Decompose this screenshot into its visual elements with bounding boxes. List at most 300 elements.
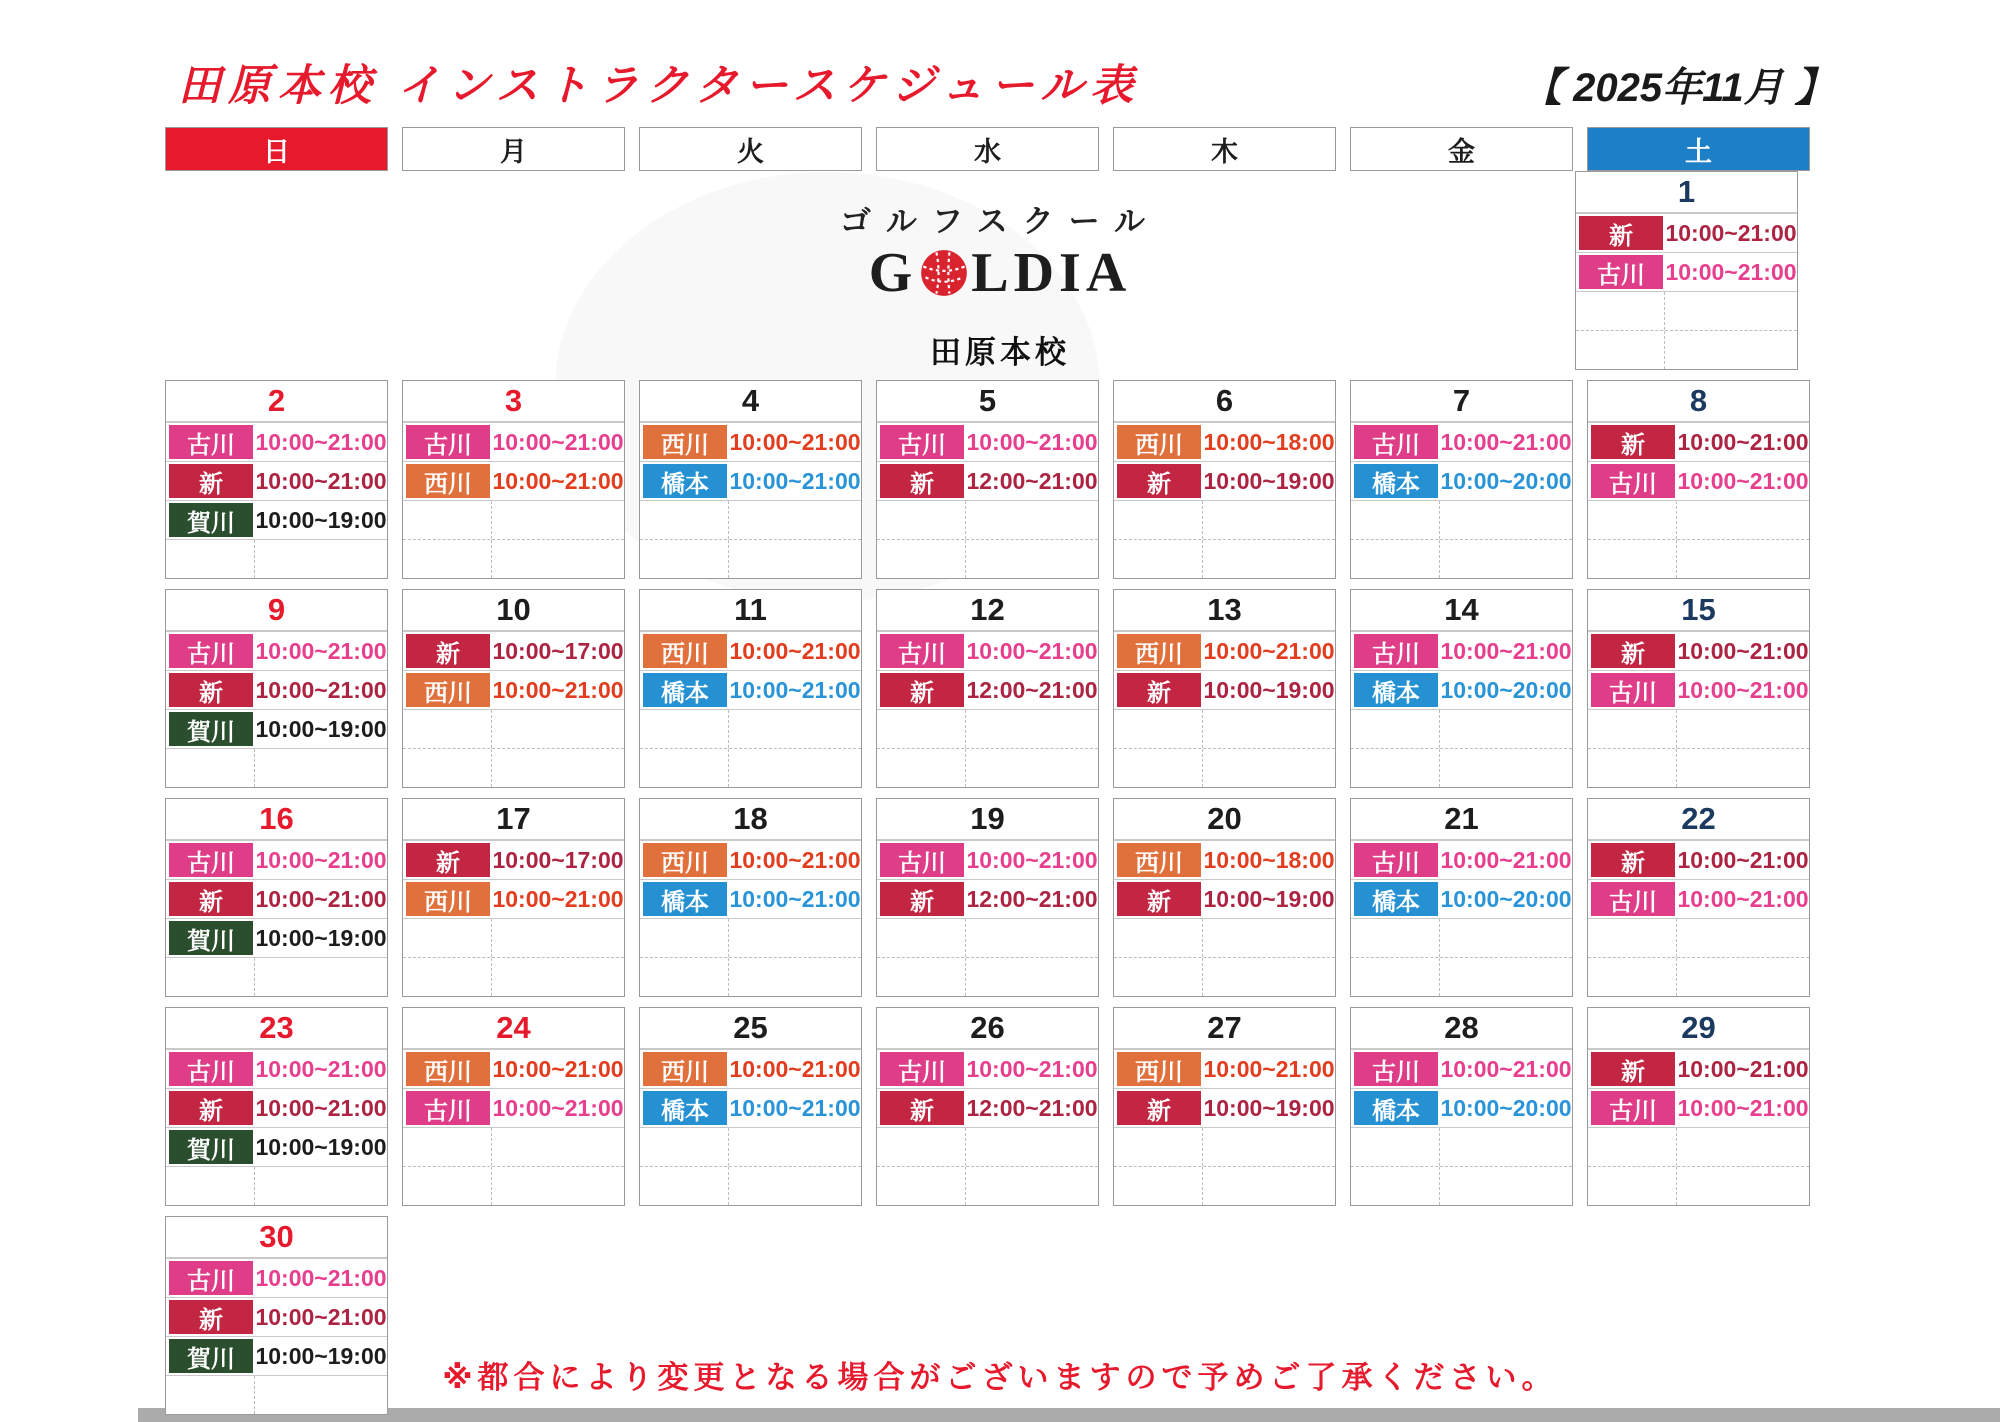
instructor-badge-furukawa: 古川 xyxy=(1579,255,1663,289)
empty-slot-divider xyxy=(965,710,966,748)
time-range: 10:00~21:00 xyxy=(729,428,861,455)
day-cell-27 xyxy=(1113,1007,1336,1206)
instructor-badge-furukawa: 古川 xyxy=(169,634,253,668)
day-number: 14 xyxy=(1351,590,1572,631)
instructor-badge-hashimoto: 橋本 xyxy=(1354,464,1438,498)
day-number: 15 xyxy=(1588,590,1809,631)
time-range: 10:00~21:00 xyxy=(255,467,387,494)
schedule-slot xyxy=(166,1258,387,1297)
empty-slot-divider xyxy=(965,958,966,996)
empty-slot-divider xyxy=(1439,540,1440,578)
time-range: 10:00~20:00 xyxy=(1440,467,1572,494)
empty-slot-divider xyxy=(491,919,492,957)
instructor-badge-kagawa: 賀川 xyxy=(169,921,253,955)
time-range: 10:00~21:00 xyxy=(1665,258,1797,285)
empty-day-space xyxy=(635,171,856,370)
instructor-badge-furukawa: 古川 xyxy=(880,843,964,877)
schedule-slot xyxy=(877,422,1098,461)
time-range: 10:00~19:00 xyxy=(255,1133,387,1160)
empty-slot-divider xyxy=(1664,292,1665,330)
schedule-slot xyxy=(166,840,387,879)
empty-day-space xyxy=(1577,1216,1798,1415)
weekday-header-row xyxy=(165,127,1810,171)
day-cell-19 xyxy=(876,798,1099,997)
schedule-slot xyxy=(1114,631,1335,670)
instructor-badge-kagawa: 賀川 xyxy=(169,503,253,537)
empty-slot-divider xyxy=(728,958,729,996)
empty-slot-divider xyxy=(491,540,492,578)
schedule-slot xyxy=(640,631,861,670)
day-cell-24 xyxy=(402,1007,625,1206)
time-range: 10:00~21:00 xyxy=(255,846,387,873)
schedule-slot xyxy=(1351,670,1572,709)
weekday-header-0: 日 xyxy=(165,127,388,171)
instructor-badge-furukawa: 古川 xyxy=(880,425,964,459)
schedule-slot xyxy=(1114,709,1335,748)
calendar-week-row xyxy=(165,798,1810,997)
instructor-badge-furukawa: 古川 xyxy=(1354,1052,1438,1086)
day-number: 24 xyxy=(403,1008,624,1049)
empty-slot-divider xyxy=(965,501,966,539)
schedule-slot xyxy=(1588,748,1809,787)
schedule-slot xyxy=(1351,957,1572,996)
day-cell-28 xyxy=(1350,1007,1573,1206)
time-range: 10:00~21:00 xyxy=(255,428,387,455)
schedule-slot xyxy=(877,1088,1098,1127)
time-range: 10:00~19:00 xyxy=(255,506,387,533)
empty-slot-divider xyxy=(1202,919,1203,957)
empty-day-space xyxy=(402,1216,623,1415)
instructor-badge-furukawa: 古川 xyxy=(1354,843,1438,877)
schedule-slot xyxy=(640,461,861,500)
empty-slot-divider xyxy=(965,540,966,578)
day-cell-13 xyxy=(1113,589,1336,788)
schedule-slot xyxy=(166,670,387,709)
instructor-badge-shin: 新 xyxy=(406,634,490,668)
schedule-slot xyxy=(166,1088,387,1127)
schedule-slot xyxy=(1114,1127,1335,1166)
time-range: 10:00~21:00 xyxy=(966,846,1098,873)
empty-slot-divider xyxy=(1676,958,1677,996)
instructor-badge-shin: 新 xyxy=(880,464,964,498)
time-range: 10:00~21:00 xyxy=(966,1055,1098,1082)
empty-slot-divider xyxy=(491,501,492,539)
schedule-slot xyxy=(1351,500,1572,539)
calendar-week-row xyxy=(165,589,1810,788)
weekday-header-2: 火 xyxy=(639,127,862,171)
time-range: 10:00~21:00 xyxy=(1203,1055,1335,1082)
schedule-slot xyxy=(403,840,624,879)
calendar-grid xyxy=(165,171,1810,1422)
empty-slot-divider xyxy=(965,919,966,957)
empty-slot-divider xyxy=(1202,540,1203,578)
schedule-slot xyxy=(1588,1166,1809,1205)
schedule-slot xyxy=(640,1166,861,1205)
empty-day-space xyxy=(637,1216,858,1415)
instructor-badge-nishikawa: 西川 xyxy=(1117,425,1201,459)
schedule-slot xyxy=(1114,879,1335,918)
day-number: 6 xyxy=(1114,381,1335,422)
empty-slot-divider xyxy=(491,1167,492,1205)
schedule-slot xyxy=(403,957,624,996)
day-cell-25 xyxy=(639,1007,862,1206)
instructor-badge-nishikawa: 西川 xyxy=(643,425,727,459)
day-number: 13 xyxy=(1114,590,1335,631)
instructor-badge-nishikawa: 西川 xyxy=(1117,1052,1201,1086)
day-cell-6 xyxy=(1113,380,1336,579)
empty-slot-divider xyxy=(1439,749,1440,787)
empty-slot-divider xyxy=(1202,749,1203,787)
empty-slot-divider xyxy=(965,749,966,787)
day-cell-10 xyxy=(402,589,625,788)
instructor-badge-furukawa: 古川 xyxy=(169,1052,253,1086)
schedule-slot xyxy=(1351,1049,1572,1088)
empty-slot-divider xyxy=(728,1167,729,1205)
day-number: 19 xyxy=(877,799,1098,840)
calendar-week-row xyxy=(165,1007,1810,1206)
instructor-badge-furukawa: 古川 xyxy=(1591,882,1675,916)
empty-slot-divider xyxy=(491,958,492,996)
schedule-slot xyxy=(640,539,861,578)
time-range: 10:00~21:00 xyxy=(255,676,387,703)
time-range: 10:00~21:00 xyxy=(255,1094,387,1121)
schedule-slot xyxy=(1351,748,1572,787)
day-cell-21 xyxy=(1350,798,1573,997)
schedule-slot xyxy=(1351,631,1572,670)
schedule-slot xyxy=(1114,422,1335,461)
instructor-badge-furukawa: 古川 xyxy=(169,425,253,459)
month-label: 【 2025年11月 】 xyxy=(1522,66,1835,110)
instructor-badge-nishikawa: 西川 xyxy=(1117,634,1201,668)
schedule-slot xyxy=(640,422,861,461)
schedule-slot xyxy=(877,1127,1098,1166)
instructor-badge-nishikawa: 西川 xyxy=(406,882,490,916)
schedule-slot xyxy=(640,709,861,748)
instructor-badge-hashimoto: 橋本 xyxy=(643,673,727,707)
page-title: 田原本校 インストラクタースケジュール表 xyxy=(178,62,1141,110)
instructor-badge-hashimoto: 橋本 xyxy=(1354,673,1438,707)
empty-slot-divider xyxy=(728,710,729,748)
instructor-badge-furukawa: 古川 xyxy=(169,1261,253,1295)
time-range: 10:00~19:00 xyxy=(1203,1094,1335,1121)
empty-slot-divider xyxy=(728,749,729,787)
day-number: 29 xyxy=(1588,1008,1809,1049)
time-range: 10:00~19:00 xyxy=(1203,676,1335,703)
day-number: 12 xyxy=(877,590,1098,631)
logo-branch-name: 田原本校 xyxy=(930,335,1070,370)
empty-slot-divider xyxy=(1676,540,1677,578)
day-number: 7 xyxy=(1351,381,1572,422)
schedule-slot xyxy=(1588,500,1809,539)
time-range: 10:00~21:00 xyxy=(255,637,387,664)
day-cell-23 xyxy=(165,1007,388,1206)
schedule-slot xyxy=(403,670,624,709)
empty-day-space xyxy=(870,171,1091,370)
time-range: 10:00~21:00 xyxy=(492,1094,624,1121)
time-range: 10:00~21:00 xyxy=(492,676,624,703)
empty-day-space xyxy=(1107,1216,1328,1415)
schedule-slot xyxy=(403,1166,624,1205)
schedule-slot xyxy=(1114,670,1335,709)
empty-day-space xyxy=(400,171,621,370)
schedule-slot xyxy=(403,918,624,957)
instructor-badge-nishikawa: 西川 xyxy=(643,1052,727,1086)
instructor-badge-hashimoto: 橋本 xyxy=(1354,882,1438,916)
day-number: 1 xyxy=(1576,172,1797,213)
instructor-badge-hashimoto: 橋本 xyxy=(643,882,727,916)
time-range: 12:00~21:00 xyxy=(966,885,1098,912)
day-cell-9 xyxy=(165,589,388,788)
schedule-slot xyxy=(877,1166,1098,1205)
day-number: 26 xyxy=(877,1008,1098,1049)
schedule-slot xyxy=(403,709,624,748)
schedule-slot xyxy=(403,748,624,787)
empty-day-space xyxy=(1105,171,1326,370)
time-range: 10:00~21:00 xyxy=(255,885,387,912)
schedule-slot xyxy=(1576,213,1797,252)
schedule-slot xyxy=(1114,840,1335,879)
empty-slot-divider xyxy=(1202,958,1203,996)
time-range: 10:00~21:00 xyxy=(492,467,624,494)
schedule-slot xyxy=(1351,1088,1572,1127)
instructor-badge-shin: 新 xyxy=(1579,216,1663,250)
instructor-badge-furukawa: 古川 xyxy=(169,843,253,877)
schedule-slot xyxy=(877,1049,1098,1088)
empty-day-space xyxy=(872,1216,1093,1415)
time-range: 10:00~21:00 xyxy=(1677,885,1809,912)
schedule-slot xyxy=(1588,709,1809,748)
day-number: 17 xyxy=(403,799,624,840)
time-range: 10:00~19:00 xyxy=(255,924,387,951)
empty-slot-divider xyxy=(1676,919,1677,957)
time-range: 10:00~21:00 xyxy=(1677,1055,1809,1082)
schedule-slot xyxy=(1588,1127,1809,1166)
schedule-slot xyxy=(877,748,1098,787)
schedule-slot xyxy=(403,1088,624,1127)
schedule-slot xyxy=(1576,330,1797,369)
empty-slot-divider xyxy=(491,749,492,787)
time-range: 10:00~21:00 xyxy=(492,428,624,455)
schedule-slot xyxy=(640,748,861,787)
empty-slot-divider xyxy=(1202,710,1203,748)
footer-disclaimer: ※都合により変更となる場合がございますので予めご了承ください。 xyxy=(442,1360,1558,1395)
schedule-slot xyxy=(877,709,1098,748)
instructor-badge-furukawa: 古川 xyxy=(1354,425,1438,459)
day-cell-16 xyxy=(165,798,388,997)
instructor-badge-furukawa: 古川 xyxy=(1591,1091,1675,1125)
empty-day-space xyxy=(165,171,386,370)
schedule-slot xyxy=(166,918,387,957)
schedule-slot xyxy=(640,500,861,539)
schedule-slot xyxy=(403,879,624,918)
schedule-slot xyxy=(403,461,624,500)
schedule-slot xyxy=(166,461,387,500)
instructor-badge-hashimoto: 橋本 xyxy=(643,464,727,498)
empty-slot-divider xyxy=(728,501,729,539)
empty-slot-divider xyxy=(254,749,255,787)
schedule-slot xyxy=(1114,748,1335,787)
time-range: 10:00~21:00 xyxy=(729,467,861,494)
schedule-slot xyxy=(1588,670,1809,709)
instructor-badge-shin: 新 xyxy=(1591,843,1675,877)
schedule-slot xyxy=(166,539,387,578)
instructor-badge-furukawa: 古川 xyxy=(1591,464,1675,498)
instructor-badge-kagawa: 賀川 xyxy=(169,1130,253,1164)
empty-slot-divider xyxy=(1439,710,1440,748)
instructor-badge-furukawa: 古川 xyxy=(1591,673,1675,707)
schedule-slot xyxy=(1351,1127,1572,1166)
calendar-week-row xyxy=(165,380,1810,579)
empty-slot-divider xyxy=(1439,958,1440,996)
schedule-slot xyxy=(166,1049,387,1088)
day-number: 4 xyxy=(640,381,861,422)
instructor-badge-shin: 新 xyxy=(880,882,964,916)
schedule-slot xyxy=(166,957,387,996)
schedule-slot xyxy=(1351,709,1572,748)
time-range: 10:00~19:00 xyxy=(1203,885,1335,912)
day-cell-29 xyxy=(1587,1007,1810,1206)
instructor-badge-shin: 新 xyxy=(406,843,490,877)
empty-slot-divider xyxy=(965,1167,966,1205)
instructor-badge-shin: 新 xyxy=(1117,882,1201,916)
instructor-badge-shin: 新 xyxy=(169,673,253,707)
time-range: 10:00~17:00 xyxy=(492,637,624,664)
empty-slot-divider xyxy=(1439,1167,1440,1205)
day-number: 10 xyxy=(403,590,624,631)
schedule-slot xyxy=(1114,1166,1335,1205)
empty-slot-divider xyxy=(254,1167,255,1205)
empty-day-space xyxy=(1340,171,1561,370)
day-number: 23 xyxy=(166,1008,387,1049)
day-number: 22 xyxy=(1588,799,1809,840)
schedule-slot xyxy=(1588,539,1809,578)
instructor-badge-hashimoto: 橋本 xyxy=(643,1091,727,1125)
instructor-badge-furukawa: 古川 xyxy=(406,425,490,459)
day-cell-8 xyxy=(1587,380,1810,579)
time-range: 10:00~18:00 xyxy=(1203,428,1335,455)
day-cell-22 xyxy=(1587,798,1810,997)
day-number: 2 xyxy=(166,381,387,422)
time-range: 10:00~21:00 xyxy=(1440,1055,1572,1082)
day-number: 3 xyxy=(403,381,624,422)
schedule-slot xyxy=(166,631,387,670)
time-range: 10:00~21:00 xyxy=(729,1094,861,1121)
day-number: 27 xyxy=(1114,1008,1335,1049)
schedule-slot xyxy=(877,957,1098,996)
instructor-badge-shin: 新 xyxy=(880,1091,964,1125)
logo-brand-suffix: LDIA xyxy=(971,242,1132,304)
schedule-slot xyxy=(403,539,624,578)
schedule-slot xyxy=(640,1088,861,1127)
time-range: 12:00~21:00 xyxy=(966,676,1098,703)
weekday-header-5: 金 xyxy=(1350,127,1573,171)
schedule-slot xyxy=(640,879,861,918)
empty-slot-divider xyxy=(1202,1167,1203,1205)
schedule-slot xyxy=(1351,539,1572,578)
empty-slot-divider xyxy=(491,1128,492,1166)
day-number: 11 xyxy=(640,590,861,631)
schedule-slot xyxy=(1114,539,1335,578)
schedule-slot xyxy=(640,840,861,879)
instructor-badge-kagawa: 賀川 xyxy=(169,712,253,746)
schedule-slot xyxy=(1351,1166,1572,1205)
schedule-slot xyxy=(1114,500,1335,539)
schedule-slot xyxy=(403,500,624,539)
weekday-header-1: 月 xyxy=(402,127,625,171)
time-range: 10:00~21:00 xyxy=(1677,676,1809,703)
schedule-slot xyxy=(877,500,1098,539)
time-range: 10:00~21:00 xyxy=(729,676,861,703)
time-range: 10:00~19:00 xyxy=(255,1342,387,1369)
schedule-slot xyxy=(403,422,624,461)
schedule-slot xyxy=(1588,918,1809,957)
day-cell-14 xyxy=(1350,589,1573,788)
schedule-slot xyxy=(1576,291,1797,330)
day-number: 5 xyxy=(877,381,1098,422)
weekday-header-6: 土 xyxy=(1587,127,1810,171)
time-range: 10:00~18:00 xyxy=(1203,846,1335,873)
schedule-slot xyxy=(877,539,1098,578)
schedule-slot xyxy=(1114,1049,1335,1088)
schedule-slot xyxy=(877,461,1098,500)
day-number: 25 xyxy=(640,1008,861,1049)
schedule-slot xyxy=(166,1297,387,1336)
instructor-badge-shin: 新 xyxy=(1117,464,1201,498)
schedule-slot xyxy=(1588,1049,1809,1088)
time-range: 10:00~21:00 xyxy=(1677,428,1809,455)
logo-brand-prefix: G xyxy=(868,242,918,304)
schedule-slot xyxy=(877,918,1098,957)
schedule-slot xyxy=(640,1127,861,1166)
instructor-badge-shin: 新 xyxy=(169,1091,253,1125)
schedule-slot xyxy=(1588,879,1809,918)
day-number: 8 xyxy=(1588,381,1809,422)
time-range: 10:00~21:00 xyxy=(729,846,861,873)
empty-slot-divider xyxy=(1439,1128,1440,1166)
day-cell-1 xyxy=(1575,171,1798,370)
time-range: 10:00~21:00 xyxy=(729,637,861,664)
time-range: 10:00~17:00 xyxy=(492,846,624,873)
schedule-slot xyxy=(403,1049,624,1088)
schedule-slot xyxy=(166,709,387,748)
day-cell-17 xyxy=(402,798,625,997)
time-range: 10:00~21:00 xyxy=(966,428,1098,455)
day-number: 21 xyxy=(1351,799,1572,840)
schedule-slot xyxy=(1351,461,1572,500)
schedule-slot xyxy=(877,879,1098,918)
schedule-slot xyxy=(166,500,387,539)
day-cell-18 xyxy=(639,798,862,997)
empty-slot-divider xyxy=(1676,749,1677,787)
day-cell-2 xyxy=(165,380,388,579)
empty-slot-divider xyxy=(1676,1128,1677,1166)
time-range: 10:00~20:00 xyxy=(1440,1094,1572,1121)
time-range: 10:00~21:00 xyxy=(255,1303,387,1330)
time-range: 10:00~21:00 xyxy=(729,1055,861,1082)
empty-slot-divider xyxy=(728,919,729,957)
instructor-badge-furukawa: 古川 xyxy=(1354,634,1438,668)
schedule-slot xyxy=(1114,461,1335,500)
time-range: 10:00~21:00 xyxy=(492,885,624,912)
empty-day-space xyxy=(1342,1216,1563,1415)
instructor-badge-shin: 新 xyxy=(169,464,253,498)
time-range: 10:00~21:00 xyxy=(1677,467,1809,494)
day-number: 30 xyxy=(166,1217,387,1258)
schedule-slot xyxy=(1576,252,1797,291)
schedule-slot xyxy=(1588,1088,1809,1127)
day-number: 9 xyxy=(166,590,387,631)
day-cell-12 xyxy=(876,589,1099,788)
